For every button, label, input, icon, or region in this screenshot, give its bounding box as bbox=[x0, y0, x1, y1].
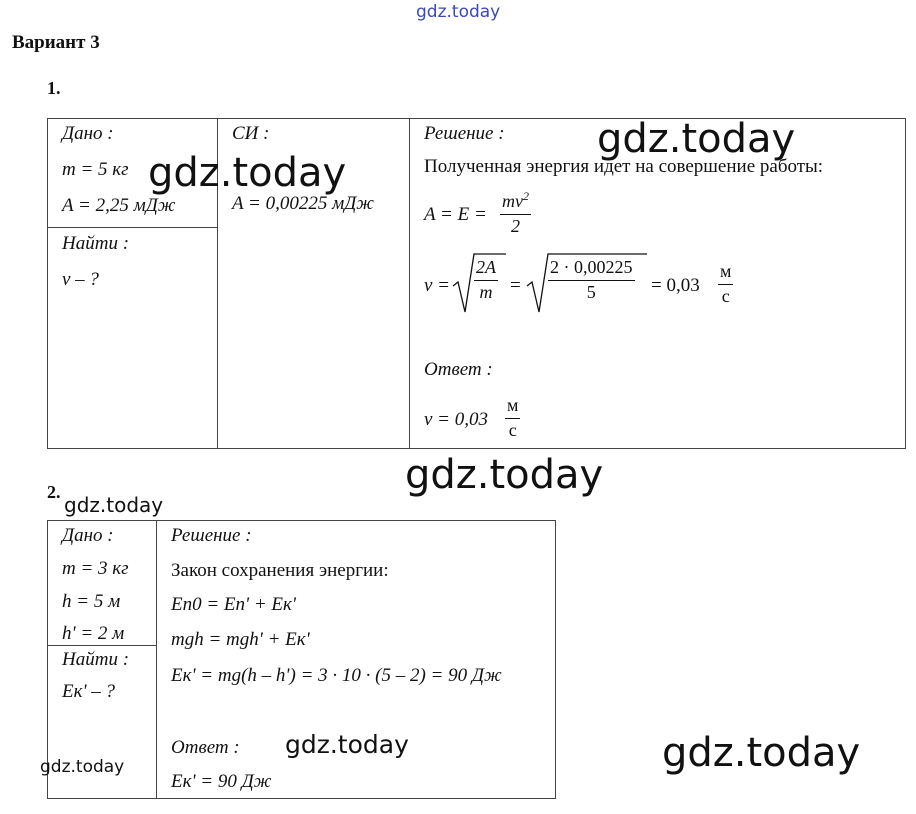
task1-divider-si bbox=[409, 118, 410, 449]
task2-given-height2: h' = 2 м bbox=[62, 623, 125, 644]
task1-find-value: v – ? bbox=[62, 269, 99, 290]
watermark-task1-given: gdz.today bbox=[148, 150, 347, 196]
task1-formula2-unit bbox=[718, 262, 733, 307]
task2-given-mass: m = 3 кг bbox=[62, 558, 129, 579]
task2-given-height: h = 5 м bbox=[62, 591, 121, 612]
task1-formula1-den: 2 bbox=[511, 215, 520, 236]
task2-answer-label: Ответ : bbox=[171, 737, 240, 758]
task1-formula2-result: = 0,03 bbox=[651, 275, 700, 296]
task2-divider-given bbox=[156, 520, 157, 799]
task1-sqrt2-fraction bbox=[548, 258, 635, 303]
watermark-task2-solution: gdz.today bbox=[285, 730, 409, 759]
task1-formula1-sup: 2 bbox=[523, 189, 529, 203]
task1-answer-unit-den: с bbox=[508, 419, 517, 440]
task2-answer-value: Eк' = 90 Дж bbox=[171, 771, 272, 792]
task2-divider-find bbox=[47, 645, 157, 646]
watermark-task2-bottom-left: gdz.today bbox=[40, 757, 125, 777]
task1-formula1-num: mv bbox=[502, 191, 523, 211]
task2-find-label: Найти : bbox=[62, 649, 130, 670]
watermark-bottom-right: gdz.today bbox=[662, 730, 861, 776]
task1-formula2-eq: = bbox=[510, 275, 521, 296]
task2-solution-text: Закон сохранения энергии: bbox=[171, 560, 389, 581]
task1-answer-label: Ответ : bbox=[424, 359, 493, 380]
task1-si-label: СИ : bbox=[232, 123, 270, 144]
watermark-top: gdz.today bbox=[416, 2, 501, 22]
task2-line1: Eп0 = Eп' + Eк' bbox=[171, 594, 296, 615]
task1-sqrt1-num: 2A bbox=[474, 258, 498, 281]
task1-sqrt1-den: m bbox=[479, 281, 493, 302]
task1-given-label: Дано : bbox=[62, 123, 114, 144]
task2-line3: Eк' = mg(h – h') = 3 · 10 · (5 – 2) = 90 Дж bbox=[171, 665, 502, 686]
task1-given-work: A = 2,25 мДж bbox=[62, 195, 176, 216]
task1-sqrt2-num: 2 · 0,00225 bbox=[548, 258, 635, 281]
task1-answer-unit-num: м bbox=[505, 396, 520, 419]
task2-solution-label: Решение : bbox=[171, 525, 252, 546]
task2-given-label: Дано : bbox=[62, 525, 114, 546]
task2-line2: mgh = mgh' + Eк' bbox=[171, 629, 310, 650]
task2-find-value: Eк' – ? bbox=[62, 681, 116, 702]
variant-title: Вариант 3 bbox=[12, 32, 100, 53]
task1-formula2-unit-den: с bbox=[721, 285, 730, 306]
task1-sqrt1-fraction bbox=[474, 258, 498, 303]
task1-sqrt2-den: 5 bbox=[586, 281, 596, 302]
watermark-between: gdz.today bbox=[405, 452, 604, 498]
task1-given-mass: m = 5 кг bbox=[62, 159, 129, 180]
task1-answer-value: v = 0,03 bbox=[424, 409, 489, 430]
task1-formula2-unit-num: м bbox=[718, 262, 733, 285]
task1-answer-unit bbox=[505, 396, 520, 441]
task1-divider-find bbox=[47, 227, 218, 228]
task1-formula2-lhs: v = bbox=[424, 275, 451, 296]
task1-find-label: Найти : bbox=[62, 233, 130, 254]
task1-si-value: A = 0,00225 мДж bbox=[232, 193, 374, 214]
watermark-task2-left: gdz.today bbox=[64, 493, 164, 517]
task1-formula1-fraction bbox=[500, 190, 531, 237]
task1-formula1-lhs: A = E = bbox=[424, 204, 487, 225]
task1-number: 1. bbox=[47, 78, 61, 98]
task1-solution-label: Решение : bbox=[424, 123, 505, 144]
task2-number: 2. bbox=[47, 482, 61, 502]
watermark-task1-solution: gdz.today bbox=[597, 116, 796, 162]
task1-solution-text: Полученная энергия идет на совершение работы: bbox=[424, 156, 824, 177]
